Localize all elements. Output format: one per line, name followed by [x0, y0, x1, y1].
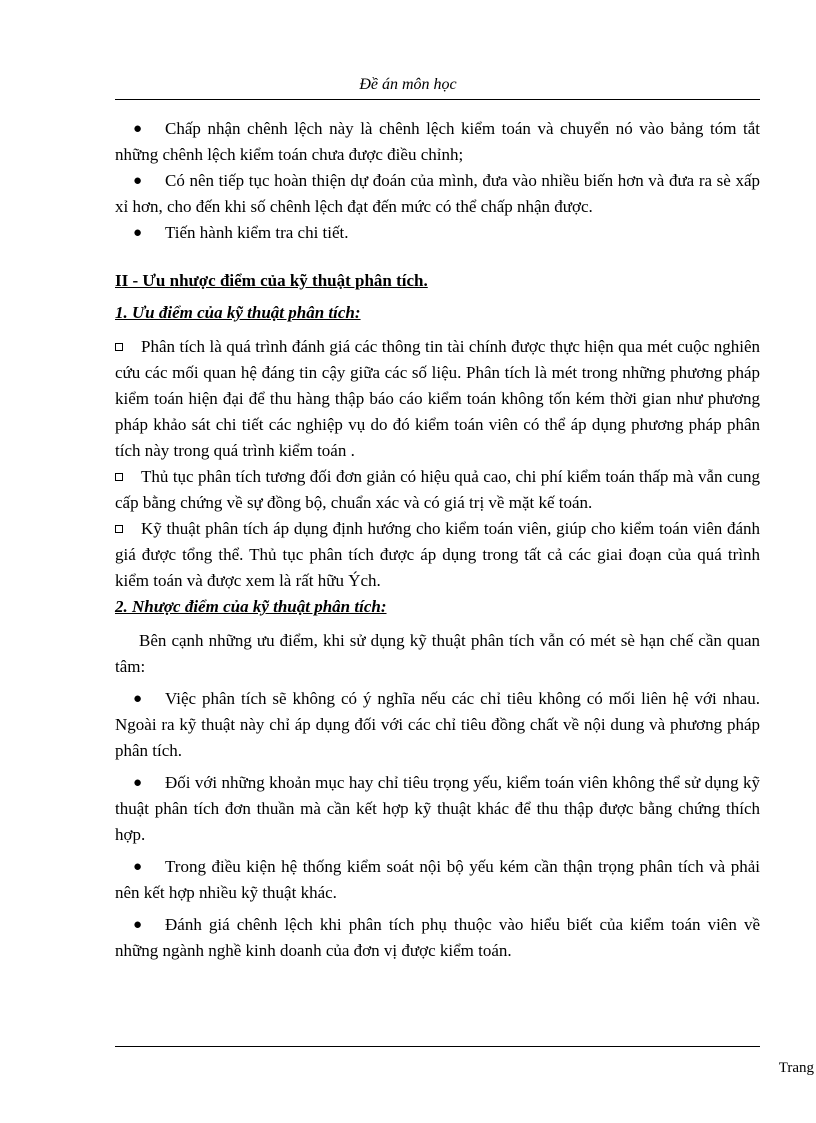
document-body	[115, 116, 760, 964]
bullet-dot-icon: ●	[133, 173, 143, 189]
bullet-dot-icon: ●	[133, 121, 143, 137]
bullet-dot-icon: ●	[133, 691, 143, 707]
header-divider	[115, 99, 760, 100]
square-bullet-icon	[115, 473, 123, 481]
disadvantage-item: ● Việc phân tích sẽ không có ý nghĩa nếu các chỉ tiêu không có mối liên hệ với nhau. Ngoài ra kỹ thuật này chỉ áp dụng đối với các chỉ tiêu đồng chất về nội dung và phương pháp phân tích.	[115, 686, 760, 764]
bullet-dot-icon: ●	[133, 225, 143, 241]
bullet-dot-icon: ●	[133, 917, 143, 933]
subsection-heading-disadvantages: 2. Nhược điểm của kỹ thuật phân tích:	[115, 597, 387, 616]
intro-bullet: ● Tiến hành kiểm tra chi tiết.	[115, 220, 760, 246]
advantage-item: Phân tích là quá trình đánh giá các thông tin tài chính được thực hiện qua mét cuộc nghiên cứu các mối quan hệ đáng tin cậy giữa các số liệu. Phân tích là mét trong những phương pháp kiểm toán hiện đại để thu hàng thập báo cáo kiểm toán không tốn kém thời gian như phương pháp khảo sát chi tiết các nghiệp vụ do đó kiểm toán viên có thể áp dụng phương pháp phân tích này trong quá trình kiểm toán .	[115, 337, 760, 460]
disadvantage-item: ● Trong điều kiện hệ thống kiểm soát nội bộ yếu kém cần thận trọng phân tích và phải nên kết hợp nhiều kỹ thuật khác.	[115, 854, 760, 906]
intro-bullet: ● Chấp nhận chênh lệch này là chênh lệch kiểm toán và chuyển nó vào bảng tóm tắt những chênh lệch kiểm toán chưa được điều chỉnh;	[115, 116, 760, 168]
advantage-item: Thủ tục phân tích tương đối đơn giản có hiệu quả cao, chi phí kiểm toán thấp mà vẫn cung cấp bằng chứng về sự đồng bộ, chuẩn xác và có giá trị về mặt kế toán.	[115, 467, 760, 512]
square-bullet-icon	[115, 525, 123, 533]
disadvantages-intro: Bên cạnh những ưu điểm, khi sử dụng kỹ thuật phân tích vẫn có mét sè hạn chế cần quan tâm:	[115, 631, 760, 676]
footer-divider	[115, 1046, 760, 1047]
bullet-dot-icon: ●	[133, 859, 143, 875]
subsection-heading-advantages: 1. Ưu điểm của kỹ thuật phân tích:	[115, 303, 361, 322]
page-footer-label: Trang	[778, 1060, 814, 1076]
disadvantage-item: ● Đánh giá chênh lệch khi phân tích phụ thuộc vào hiểu biết của kiểm toán viên về những ngành nghề kinh doanh của đơn vị được kiểm toán.	[115, 912, 760, 964]
section-heading: II - Ưu nhược điểm của kỹ thuật phân tích.	[115, 271, 428, 290]
advantage-item: Kỹ thuật phân tích áp dụng định hướng cho kiểm toán viên, giúp cho kiểm toán viên đánh giá được tổng thể. Thủ tục phân tích được áp dụng trong tất cả các giai đoạn của quá trình kiểm toán và được xem là rất hữu Ých.	[115, 519, 760, 590]
disadvantage-item: ● Đối với những khoản mục hay chỉ tiêu trọng yếu, kiểm toán viên không thể sử dụng kỹ thuật phân tích đơn thuần mà cần kết hợp kỹ thuật khác để thu thập được bằng chứng thích hợp.	[115, 770, 760, 848]
intro-bullet: ● Có nên tiếp tục hoàn thiện dự đoán của mình, đưa vào nhiều biến hơn và đưa ra sè xấp xỉ hơn, cho đến khi số chênh lệch đạt đến mức có thể chấp nhận được.	[115, 168, 760, 220]
bullet-dot-icon: ●	[133, 775, 143, 791]
square-bullet-icon	[115, 343, 123, 351]
page-header-title: Đề án môn học	[359, 76, 457, 93]
